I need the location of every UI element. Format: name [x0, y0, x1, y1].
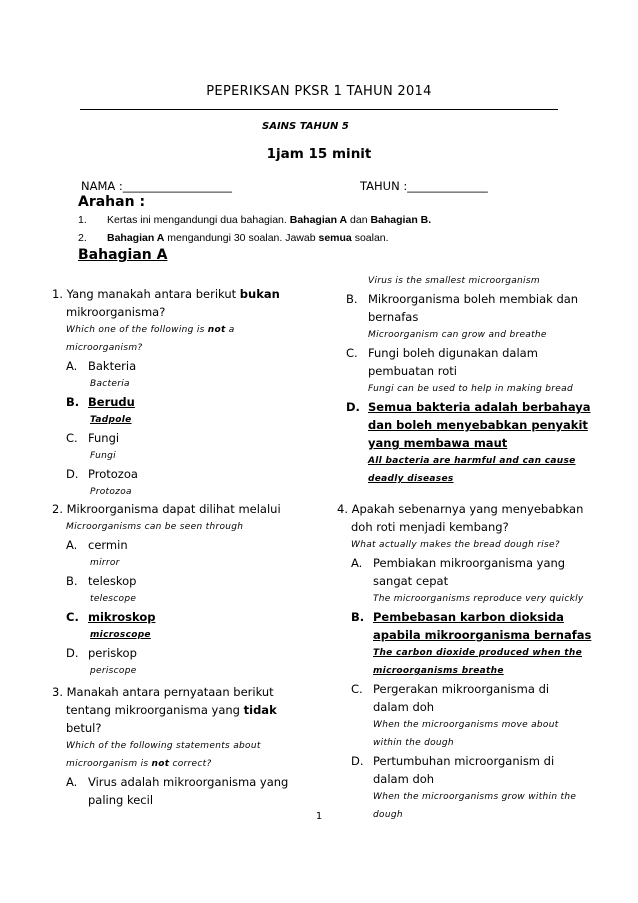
exam-title: PEPERIKSAN PKSR 1 TAHUN 2014: [206, 84, 432, 99]
question-translation-line: microorganism is not correct?: [66, 759, 212, 769]
option-a[interactable]: A. Pembiakan mikroorganisma yang sangat cepat The microorganisms reproduce very quickly: [351, 556, 584, 604]
duration-label: 1jam 15 minit: [266, 146, 372, 162]
instruction-bold: Bahagian B.: [370, 214, 432, 226]
page-number: 1: [315, 811, 323, 822]
instruction-bold: Bahagian A: [289, 214, 348, 226]
question-stem: 2. Mikroorganisma dapat dilihat melalui: [52, 502, 281, 516]
question-stem: 4. Apakah sebenarnya yang menyebabkan: [337, 502, 584, 516]
instruction-text: dan: [347, 214, 371, 226]
question-translation: What actually makes the bread dough rise?: [351, 540, 560, 550]
instruction-number: 2.: [78, 232, 87, 244]
section-heading: Bahagian A: [78, 247, 168, 263]
question-stem-line: mikroorganisma?: [66, 305, 166, 319]
question-stem-line: tentang mikroorganisma yang tidak: [66, 703, 277, 717]
option-a-translation: Virus is the smallest microorganism: [368, 276, 540, 286]
instruction-bold: Bahagian A: [107, 232, 165, 244]
question-stem: 3. Manakah antara pernyataan berikut: [52, 685, 274, 699]
option-c[interactable]: C. Fungi boleh digunakan dalam pembuatan roti Fungi can be used to help in making bread: [346, 346, 573, 394]
option-d[interactable]: D. Protozoa Protozoa: [66, 467, 138, 497]
option-b[interactable]: B. Mikroorganisma boleh membiak dan bernafas Microorganism can grow and breathe: [346, 292, 579, 340]
question-translation-line: microorganism?: [66, 343, 143, 353]
question-translation: Microorganisms can be seen through: [66, 522, 244, 532]
instruction-text: mengandungi 30 soalan. Jawab: [164, 232, 319, 244]
instruction-bold: semua: [318, 232, 352, 244]
option-b[interactable]: B. Pembebasan karbon dioksida apabila mikroorganisma bernafas The carbon dioxide produced when the microorganisms breathe: [351, 610, 592, 676]
question-3: [52, 683, 312, 809]
option-a[interactable]: A. cermin mirror: [66, 538, 128, 568]
option-d[interactable]: D. periskop periscope: [66, 646, 137, 676]
question-1: [52, 285, 312, 501]
option-d[interactable]: D. Pertumbuhan microorganism di dalam doh When the microorganisms grow within the dough: [351, 754, 577, 820]
option-a[interactable]: A. Virus adalah mikroorganisma yang paling kecil: [66, 775, 289, 807]
question-translation: Which one of the following is not a: [66, 325, 235, 335]
question-stem-line: doh roti menjadi kembang?: [351, 520, 509, 534]
option-c[interactable]: C. Pergerakan mikroorganisma di dalam doh When the microorganisms move about within the dough: [351, 682, 559, 748]
instruction-number: 1.: [78, 214, 87, 226]
option-c[interactable]: C. Fungi Fungi: [66, 431, 120, 461]
instructions-heading: Arahan :: [78, 194, 146, 210]
instruction-text: Kertas ini mengandungi dua bahagian.: [107, 214, 290, 226]
option-c[interactable]: C. mikroskop microscope: [66, 610, 156, 640]
question-3-continued: [346, 272, 596, 488]
option-d[interactable]: D. Semua bakteria adalah berbahaya dan boleh menyebabkan penyakit yang membawa maut All bacteria are harmful and can cause deadly diseases: [346, 400, 591, 484]
question-2: [52, 500, 312, 680]
subject-label: SAINS TAHUN 5: [262, 121, 349, 132]
question-stem-line: betul?: [66, 721, 102, 735]
instruction-text: soalan.: [351, 232, 389, 244]
name-field[interactable]: NAMA :___________________: [81, 179, 233, 193]
year-field[interactable]: TAHUN :______________: [360, 179, 488, 193]
question-4: [337, 500, 602, 824]
option-b[interactable]: B. teleskop telescope: [66, 574, 137, 604]
question-stem: 1. Yang manakah antara berikut bukan: [52, 287, 280, 301]
option-b[interactable]: B. Berudu Tadpole: [66, 395, 135, 425]
option-a[interactable]: A. Bakteria Bacteria: [66, 359, 137, 389]
question-translation: Which of the following statements about: [66, 741, 261, 751]
title-divider: [80, 109, 558, 110]
